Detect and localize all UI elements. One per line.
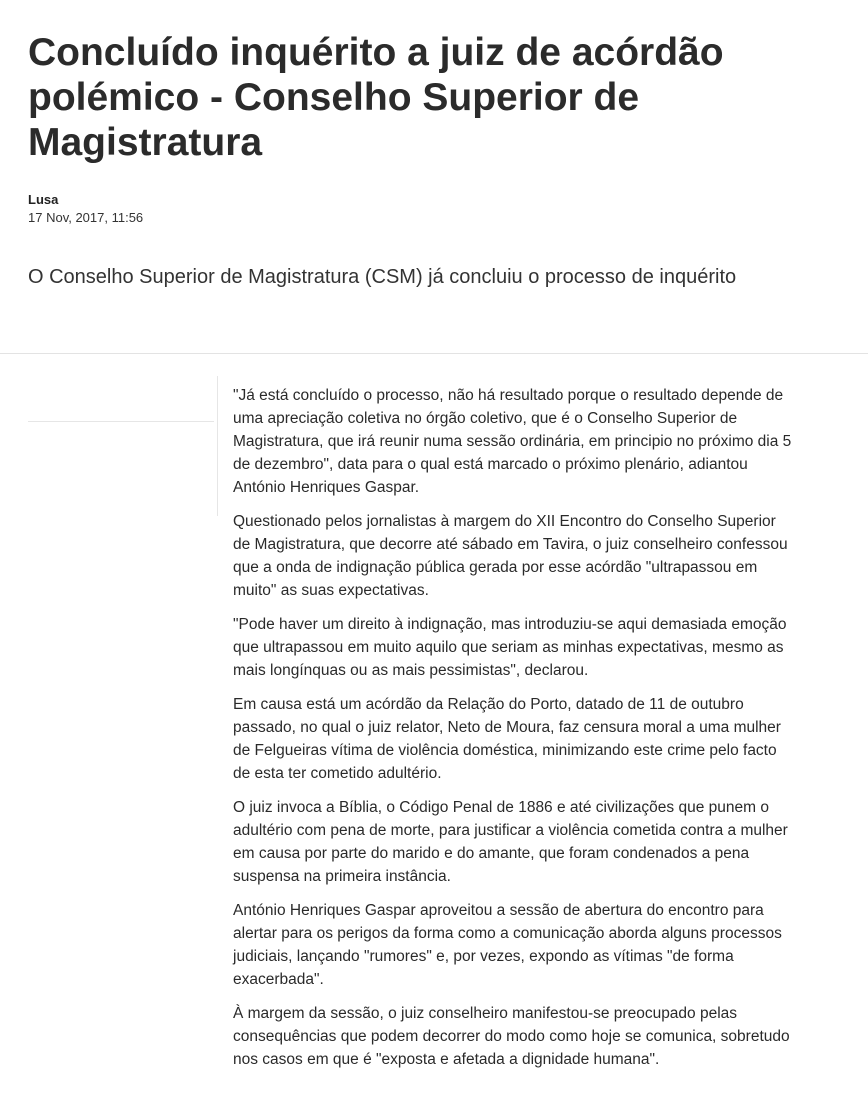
publish-date: 17 Nov, 2017, 11:56 — [28, 210, 144, 225]
body-paragraph-2: Questionado pelos jornalistas à margem do XII Encontro do Conselho Superior de Magistratura, que decorre até sábado em Tavira, o juiz conselheiro confessou que a onda de indignação pública gerada por esse acórdão "ultrapassou em muito" as suas expectativas. — [233, 513, 788, 599]
sidebar-separator — [28, 421, 214, 422]
author[interactable]: Lusa — [28, 192, 59, 207]
headline: Concluído inquérito a juiz de acórdão polémico - Conselho Superior de Magistratura — [28, 31, 724, 164]
body-paragraph-1: "Já está concluído o processo, não há resultado porque o resultado depende de uma apreciação coletiva no órgão coletivo, que é o Conselho Superior de Magistratura, que irá reunir numa sessão ordinária, em principio no próximo dia 5 de dezembro", data para o qual está marcado o próximo plenário, adiantou António Henriques Gaspar. — [233, 387, 792, 496]
body-paragraph-3: "Pode haver um direito à indignação, mas introduziu-se aqui demasiada emoção que ultrapassou em muito aquilo que seriam as minhas expectativas, mesmo as mais longínquas ou as mais pessimistas", declarou. — [233, 616, 787, 679]
article-body — [233, 384, 793, 1082]
article-header — [0, 0, 868, 291]
body-paragraph-5: O juiz invoca a Bíblia, o Código Penal de 1886 e até civilizações que punem o adultério com pena de morte, para justificar a violência cometida contra a mulher em causa por parte do marido e do amante, que foram condenados a pena suspensa na primeira instância. — [233, 799, 788, 885]
body-paragraph-6: António Henriques Gaspar aproveitou a sessão de abertura do encontro para alertar para os perigos da forma como a comunicação aborda alguns processos judiciais, lançando "rumores" e, por vezes, expondo as vítimas "de forma exacerbada". — [233, 902, 782, 988]
sidebar-rule — [217, 376, 218, 516]
lead-paragraph: O Conselho Superior de Magistratura (CSM) já concluiu o processo de inquérito — [28, 266, 737, 288]
body-paragraph-7: À margem da sessão, o juiz conselheiro manifestou-se preocupado pelas consequências que podem decorrer do modo como hoje se comunica, sobretudo nos casos em que é "exposta e afetada a dignidade humana". — [233, 1005, 790, 1068]
section-divider — [0, 353, 868, 354]
article-sidebar — [28, 376, 214, 516]
body-paragraph-4: Em causa está um acórdão da Relação do Porto, datado de 11 de outubro passado, no qual o juiz relator, Neto de Moura, faz censura moral a uma mulher de Felgueiras vítima de violência doméstica, minimizando este crime pelo facto de esta ter cometido adultério. — [233, 696, 781, 782]
byline — [28, 191, 840, 227]
